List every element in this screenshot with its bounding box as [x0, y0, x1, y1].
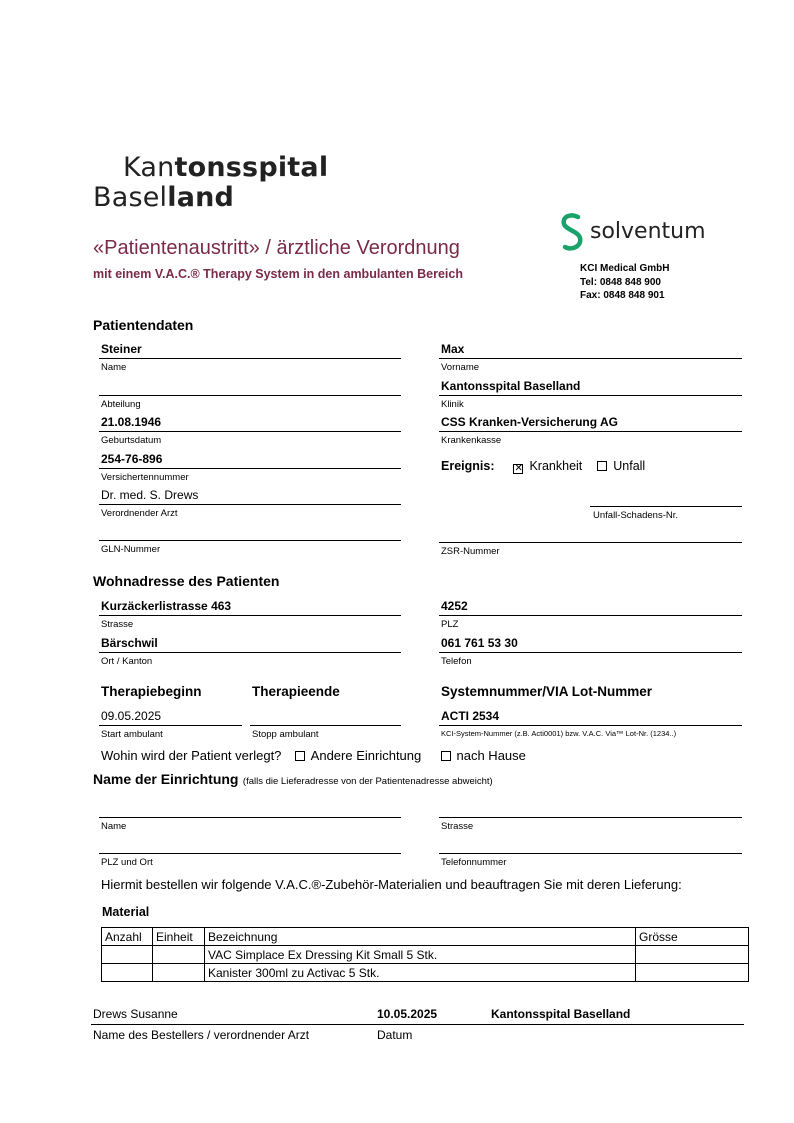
system-label: KCI-System-Nummer (z.B. Acti0001) bzw. V.A.C. Via™ Lot-Nr. (1234..) — [441, 729, 677, 738]
kci-tel: Tel: 0848 848 900 — [580, 277, 661, 288]
strasse-label: Strasse — [101, 619, 134, 630]
patient-vorname-label: Vorname — [441, 362, 480, 373]
col-anzahl: Anzahl — [102, 928, 153, 946]
ereignis-label: Ereignis: — [441, 459, 495, 473]
row1-einheit[interactable] — [153, 946, 205, 964]
plz-value[interactable]: 4252 — [441, 599, 468, 613]
material-heading: Material — [102, 905, 150, 919]
systemnummer-heading: Systemnummer/VIA Lot-Nummer — [441, 684, 653, 699]
stopp-ambulant-label: Stopp ambulant — [252, 729, 319, 740]
patient-name-label: Name — [101, 362, 127, 373]
klinik-value[interactable]: Kantonsspital Baselland — [441, 379, 581, 393]
therapieende-heading: Therapieende — [252, 684, 340, 699]
verlegt-question: Wohin wird der Patient verlegt? — [101, 748, 282, 763]
einrichtung-name-label: Name — [101, 821, 127, 832]
kci-company: KCI Medical GmbH — [580, 263, 670, 274]
form-title: «Patientenaustritt» / ärztliche Verordnung — [93, 237, 460, 259]
row1-bezeichnung[interactable]: VAC Simplace Ex Dressing Kit Small 5 Stk. — [205, 946, 636, 964]
nach-hause-checkbox[interactable] — [441, 751, 451, 761]
ereignis-unfall-checkbox[interactable] — [597, 461, 607, 471]
besteller-value[interactable]: Drews Susanne — [93, 1007, 178, 1021]
row2-anzahl[interactable] — [102, 964, 153, 982]
ort-value[interactable]: Bärschwil — [101, 636, 158, 650]
ereignis-krankheit-label: Krankheit — [529, 459, 583, 473]
einrichtung-note: (falls die Lieferadresse von der Patientenadresse abweicht) — [242, 776, 493, 787]
material-table — [101, 927, 749, 982]
kantonsspital-logo-line2: Baselland — [93, 182, 235, 213]
einrichtung-telefon-label: Telefonnummer — [441, 857, 507, 868]
table-row — [102, 946, 749, 964]
ort-label: Ort / Kanton — [101, 656, 153, 667]
einrichtung-strasse-label: Strasse — [441, 821, 474, 832]
einrichtung-plz-label: PLZ und Ort — [101, 857, 153, 868]
zsr-label: ZSR-Nummer — [441, 546, 500, 557]
row1-groesse[interactable] — [636, 946, 749, 964]
krankenkasse-label: Krankenkasse — [441, 435, 502, 446]
col-einheit: Einheit — [153, 928, 205, 946]
verlegt-row — [101, 748, 526, 763]
section-wohnadresse: Wohnadresse des Patienten — [93, 573, 280, 589]
ereignis-unfall-label: Unfall — [613, 459, 646, 473]
datum-value[interactable]: 10.05.2025 — [377, 1007, 438, 1021]
unfall-nr-label: Unfall-Schadens-Nr. — [593, 510, 679, 521]
geburtsdatum-label: Geburtsdatum — [101, 435, 162, 446]
material-header-row — [102, 928, 749, 946]
besteller-label: Name des Bestellers / verordnender Arzt — [93, 1028, 310, 1042]
versichertennummer-label: Versichertennummer — [101, 472, 189, 483]
arzt-label: Verordnender Arzt — [101, 508, 178, 519]
start-ambulant-value[interactable]: 09.05.2025 — [101, 709, 162, 723]
kantonsspital-logo-line1: Kantonsspital — [123, 152, 329, 183]
geburtsdatum-value[interactable]: 21.08.1946 — [101, 415, 162, 429]
arzt-value[interactable]: Dr. med. S. Drews — [101, 488, 199, 502]
row1-anzahl[interactable] — [102, 946, 153, 964]
andere-einrichtung-checkbox[interactable] — [295, 751, 305, 761]
solventum-wordmark: solventum — [590, 219, 706, 244]
andere-einrichtung-label: Andere Einrichtung — [310, 748, 422, 763]
nach-hause-label: nach Hause — [456, 748, 526, 763]
therapiebeginn-heading: Therapiebeginn — [101, 684, 202, 699]
solventum-s-icon — [558, 213, 588, 251]
krankenkasse-value[interactable]: CSS Kranken-Versicherung AG — [441, 415, 618, 429]
patient-name-value[interactable]: Steiner — [101, 342, 142, 356]
row2-groesse[interactable] — [636, 964, 749, 982]
section-patientendaten: Patientendaten — [93, 317, 194, 333]
row2-einheit[interactable] — [153, 964, 205, 982]
col-groesse: Grösse — [636, 928, 749, 946]
patient-vorname-value[interactable]: Max — [441, 342, 465, 356]
einrichtung-heading — [93, 771, 493, 789]
plz-label: PLZ — [441, 619, 459, 630]
kci-fax: Fax: 0848 848 901 — [580, 290, 665, 301]
einrichtung-title: Name der Einrichtung — [93, 771, 239, 787]
klinik-label: Klinik — [441, 399, 464, 410]
gln-label: GLN-Nummer — [101, 544, 161, 555]
strasse-value[interactable]: Kurzäckerlistrasse 463 — [101, 599, 232, 613]
spital-value[interactable]: Kantonsspital Baselland — [491, 1007, 631, 1021]
table-row — [102, 964, 749, 982]
telefon-value[interactable]: 061 761 53 30 — [441, 636, 518, 650]
form-subtitle: mit einem V.A.C.® Therapy System in den ambulanten Bereich — [93, 267, 463, 281]
versichertennummer-value[interactable]: 254-76-896 — [101, 452, 163, 466]
ereignis-row — [441, 459, 645, 474]
ereignis-krankheit-checkbox[interactable]: ✕ — [514, 463, 523, 474]
abteilung-label: Abteilung — [101, 399, 141, 410]
datum-label: Datum — [377, 1028, 413, 1042]
system-value[interactable]: ACTI 2534 — [441, 709, 500, 723]
telefon-label: Telefon — [441, 656, 472, 667]
col-bezeichnung: Bezeichnung — [205, 928, 636, 946]
start-ambulant-label: Start ambulant — [101, 729, 163, 740]
row2-bezeichnung[interactable]: Kanister 300ml zu Activac 5 Stk. — [205, 964, 636, 982]
order-text: Hiermit bestellen wir folgende V.A.C.®-Zubehör-Materialien und beauftragen Sie mit deren Lieferung: — [101, 877, 682, 892]
